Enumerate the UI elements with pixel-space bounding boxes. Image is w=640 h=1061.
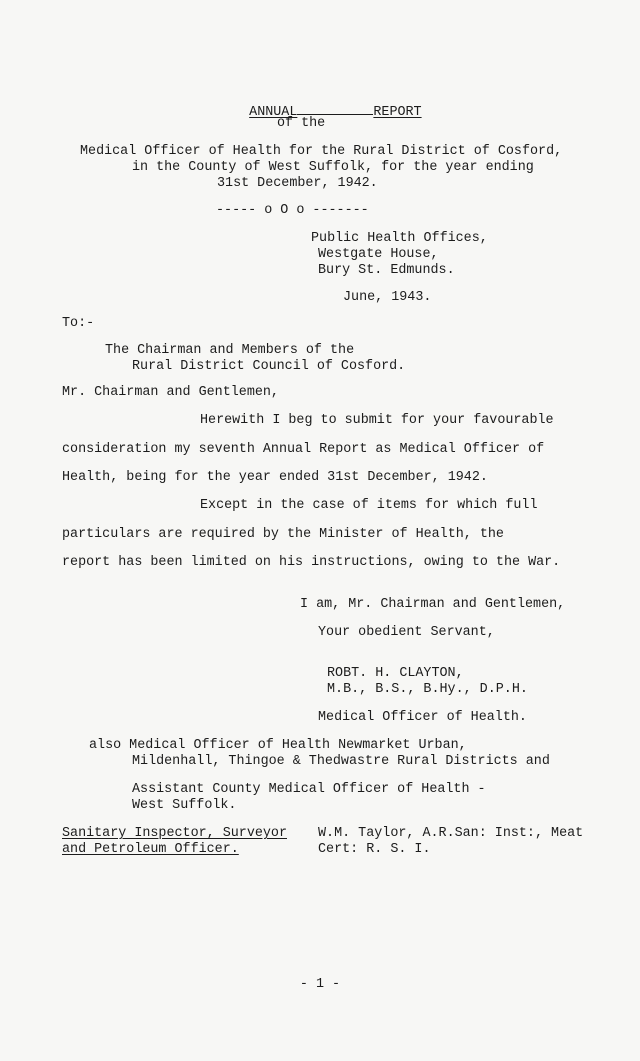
paragraph-1-line-1: Herewith I beg to submit for your favourable [200, 413, 554, 428]
assistant-line-2: West Suffolk. [132, 798, 237, 813]
heading-divider: ----- o O o ------- [216, 203, 369, 218]
address-line-2: Westgate House, [318, 247, 439, 262]
heading-line-3: 31st December, 1942. [217, 176, 378, 191]
title-word-report: REPORT [373, 105, 422, 120]
assistant-line-1: Assistant County Medical Officer of Health - [132, 782, 486, 797]
inspector-label-line-1: Sanitary Inspector, Surveyor [62, 826, 287, 841]
paragraph-2-line-2: particulars are required by the Minister of Health, the [62, 527, 504, 542]
addressee-to: To:- [62, 316, 95, 331]
page-number: - 1 - [299, 977, 341, 992]
paragraph-1-line-3: Health, being for the year ended 31st December, 1942. [62, 470, 488, 485]
paragraph-2-line-1: Except in the case of items for which full [200, 498, 538, 513]
closing-line-1: I am, Mr. Chairman and Gentlemen, [300, 597, 566, 612]
paragraph-2-line-3: report has been limited on his instructions, owing to the War. [62, 555, 561, 570]
salutation: Mr. Chairman and Gentlemen, [62, 385, 279, 400]
signature-degrees: M.B., B.S., B.Hy., D.P.H. [327, 682, 528, 697]
paragraph-1-line-2: consideration my seventh Annual Report as Medical Officer of [62, 442, 545, 457]
inspector-value-line-1: W.M. Taylor, A.R.San: Inst:, Meat [318, 826, 584, 841]
title-underline-gap [297, 104, 333, 115]
inspector-label-line-2: and Petroleum Officer. [62, 842, 239, 857]
signature-name: ROBT. H. CLAYTON, [327, 666, 464, 681]
closing-line-2: Your obedient Servant, [318, 625, 495, 640]
addressee-line-2: Rural District Council of Cosford. [132, 359, 406, 374]
heading-sub: of the [277, 116, 326, 131]
inspector-value-line-2: Cert: R. S. I. [318, 842, 431, 857]
heading-line-2: in the County of West Suffolk, for the year ending [132, 160, 534, 175]
heading-line-1: Medical Officer of Health for the Rural District of Cosford, [80, 144, 563, 159]
addressee-line-1: The Chairman and Members of the [105, 343, 355, 358]
address-line-1: Public Health Offices, [311, 231, 488, 246]
title-word-annual: ANNUAL [249, 105, 298, 120]
signature-title: Medical Officer of Health. [318, 710, 527, 725]
also-line-2: Mildenhall, Thingoe & Thedwastre Rural Districts and [132, 754, 550, 769]
also-line-1: also Medical Officer of Health Newmarket Urban, [89, 738, 467, 753]
address-date: June, 1943. [343, 290, 432, 305]
address-line-3: Bury St. Edmunds. [318, 263, 455, 278]
